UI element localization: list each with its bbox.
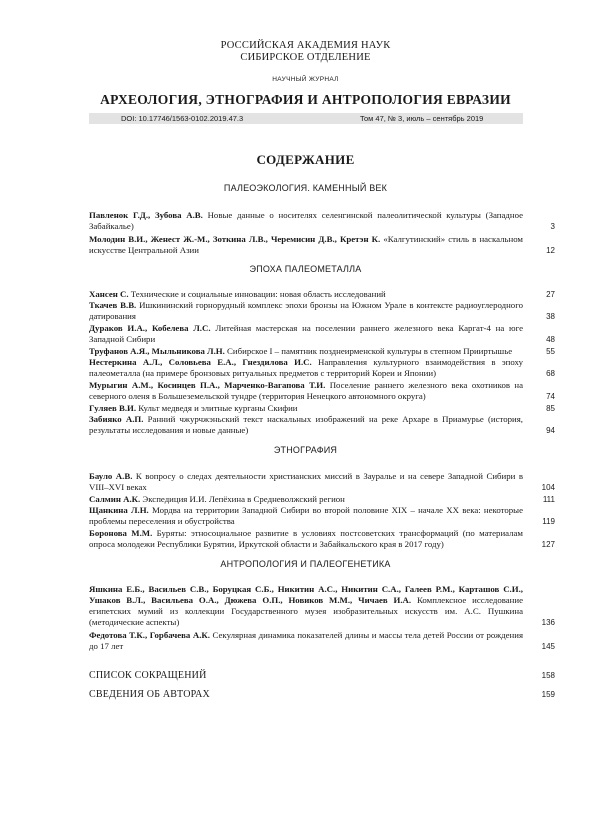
- toc-entry[interactable]: [89, 584, 523, 628]
- entry-authors: Павленок Г.Д., Зубова А.В.: [89, 210, 203, 220]
- entry-title: Литейная мастерская на поселении раннего железного века Каргат-4 на юге Западной Сибири: [89, 323, 523, 344]
- entry-page[interactable]: 38: [546, 312, 555, 321]
- entry-title: Новые данные о носителях селенгинской палеолитической культуры (Западное Забайкалье): [89, 210, 523, 231]
- entry-title: Культ медведя и элитные курганы Скифии: [136, 403, 298, 413]
- entry-title: Экспедиция И.И. Лепёхина в Средневолжский регион: [140, 494, 345, 504]
- entry-page[interactable]: 85: [546, 404, 555, 413]
- entry-authors: Молодин В.И., Женест Ж.-М., Зоткина Л.В., Черемисин Д.В., Кретэн К.: [89, 234, 381, 244]
- entry-title: Комплексное исследование египетских мумий из коллекции Государственного музея изобразительных искусств им. А.С. Пушкина (методические аспекты): [89, 595, 523, 627]
- entry-authors: Труфанов А.Я., Мыльникова Л.Н.: [89, 346, 225, 356]
- toc-entry[interactable]: [89, 403, 523, 414]
- entry-page[interactable]: 119: [542, 517, 555, 526]
- entry-page[interactable]: 12: [546, 246, 555, 255]
- doi-text: DOI: 10.17746/1563-0102.2019.47.3: [121, 114, 244, 123]
- abbreviations-link[interactable]: СПИСОК СОКРАЩЕНИЙ: [89, 670, 207, 681]
- toc-entry[interactable]: [89, 528, 523, 550]
- entry-page[interactable]: 145: [541, 642, 555, 651]
- entry-authors: Яшкина Е.Б., Васильев С.В., Боруцкая С.Б., Никитин А.С., Никитин С.А., Галеев Р.М., Карташов С.И., Ушаков В.Л., Васильева О.А., Дюжева О.П., Новиков М.М., Чичаев И.А.: [89, 584, 523, 605]
- section-title: ЭТНОГРАФИЯ: [273, 445, 338, 455]
- entry-title: Мордва на территории Западной Сибири во второй половине XIX – начале XX века: некоторые проблемы переселения и обустройства: [89, 505, 523, 526]
- entry-title: Поселение раннего железного века охотников на северного оленя в Большеземельской тундре (территория Ненецкого автономного округа): [89, 380, 523, 401]
- journal-type: НАУЧНЫЙ ЖУРНАЛ: [272, 76, 339, 83]
- toc-entry[interactable]: [89, 300, 523, 322]
- entry-page[interactable]: 55: [546, 347, 555, 356]
- section-title: ПАЛЕОЭКОЛОГИЯ. КАМЕННЫЙ ВЕК: [223, 183, 388, 193]
- entry-page[interactable]: 68: [546, 369, 555, 378]
- entry-authors: Боронова М.М.: [89, 528, 153, 538]
- entry-authors: Нестеркина А.Л., Соловьева Е.А., Гнездилова И.С.: [89, 357, 312, 367]
- entry-page[interactable]: 48: [546, 335, 555, 344]
- toc-entry[interactable]: [89, 380, 523, 402]
- toc-entry[interactable]: [89, 346, 523, 357]
- entry-title: Ишкининский горнорудный комплекс эпохи бронзы на Южном Урале в контексте радиоуглеродного датирования: [89, 300, 523, 321]
- entry-page[interactable]: 159: [541, 690, 555, 699]
- entry-authors: Бауло А.В.: [89, 471, 133, 481]
- entry-title: Ранний чжурчжэньский текст наскальных изображений на реке Архаре в Приамурье (история, результаты исследования и новые данные): [89, 414, 523, 435]
- section-title: ЭПОХА ПАЛЕОМЕТАЛЛА: [249, 264, 362, 274]
- issue-text: Том 47, № 3, июль – сентябрь 2019: [360, 114, 484, 123]
- org-name: РОССИЙСКАЯ АКАДЕМИЯ НАУК: [220, 40, 391, 51]
- entry-page[interactable]: 94: [546, 426, 555, 435]
- entry-page[interactable]: 127: [541, 540, 555, 549]
- entry-title: Технические и социальные инновации: новая область исследований: [128, 289, 386, 299]
- entry-authors: Федотова Т.К., Горбачева А.К.: [89, 630, 210, 640]
- entry-page[interactable]: 3: [550, 222, 555, 231]
- org-branch: СИБИРСКОЕ ОТДЕЛЕНИЕ: [240, 52, 371, 63]
- entry-title: Буряты: этносоциальное развитие в условиях постсоветских трансформаций (по материалам опроса молодежи Республики Бурятии, Иркутской области и Забайкальского края в 2017 году): [89, 528, 523, 549]
- entry-title: Направления культурного взаимодействия в эпоху палеометалла (на примере бронзовых ритуальных предметов с территорий Кореи и Японии): [89, 357, 524, 378]
- entry-page[interactable]: 27: [546, 290, 555, 299]
- entry-page[interactable]: 104: [541, 483, 555, 492]
- toc-entry[interactable]: [89, 471, 523, 493]
- toc-entry[interactable]: [89, 234, 523, 256]
- toc-entry[interactable]: [89, 414, 523, 436]
- entry-title: «Калгутинский» стиль в наскальном искусстве Центральной Азии: [89, 234, 523, 255]
- toc-entry[interactable]: [89, 357, 523, 379]
- toc-entry[interactable]: [89, 505, 523, 527]
- entry-authors: Мурыгин А.М., Косинцев П.А., Марченко-Вагапова Т.И.: [89, 380, 326, 390]
- toc-entry[interactable]: [89, 289, 523, 300]
- entry-authors: Дураков И.А., Кобелева Л.С.: [89, 323, 211, 333]
- entry-authors: Забияко А.П.: [89, 414, 144, 424]
- entry-authors: Гуляев В.И.: [89, 403, 137, 413]
- entry-title: Секулярная динамика показателей длины и массы тела детей России от рождения до 17 лет: [89, 630, 523, 651]
- entry-page[interactable]: 111: [542, 495, 555, 504]
- authors-info-link[interactable]: СВЕДЕНИЯ ОБ АВТОРАХ: [89, 689, 210, 700]
- toc-entry[interactable]: [89, 630, 523, 652]
- contents-title: СОДЕРЖАНИЕ: [256, 152, 355, 167]
- entry-authors: Ткачев В.В.: [89, 300, 137, 310]
- toc-entry[interactable]: [89, 323, 523, 345]
- entry-title: Сибирское I – памятник позднеирменской культуры в степном Прииртышье: [224, 346, 513, 356]
- journal-title: АРХЕОЛОГИЯ, ЭТНОГРАФИЯ И АНТРОПОЛОГИЯ ЕВРАЗИИ: [100, 92, 511, 107]
- entry-page[interactable]: 136: [541, 618, 555, 627]
- toc-entry[interactable]: [89, 210, 523, 232]
- toc-entry[interactable]: [89, 494, 523, 505]
- entry-title: К вопросу о следах деятельности христианских миссий в Зауралье и на севере Западной Сибири в VIII–XVI веках: [89, 471, 523, 492]
- entry-page[interactable]: 158: [541, 671, 555, 680]
- entry-page[interactable]: 74: [546, 392, 555, 401]
- entry-authors: Салмин А.К.: [89, 494, 141, 504]
- entry-authors: Хансен С.: [89, 289, 129, 299]
- entry-authors: Щанкина Л.Н.: [89, 505, 149, 515]
- section-title: АНТРОПОЛОГИЯ И ПАЛЕОГЕНЕТИКА: [220, 559, 391, 569]
